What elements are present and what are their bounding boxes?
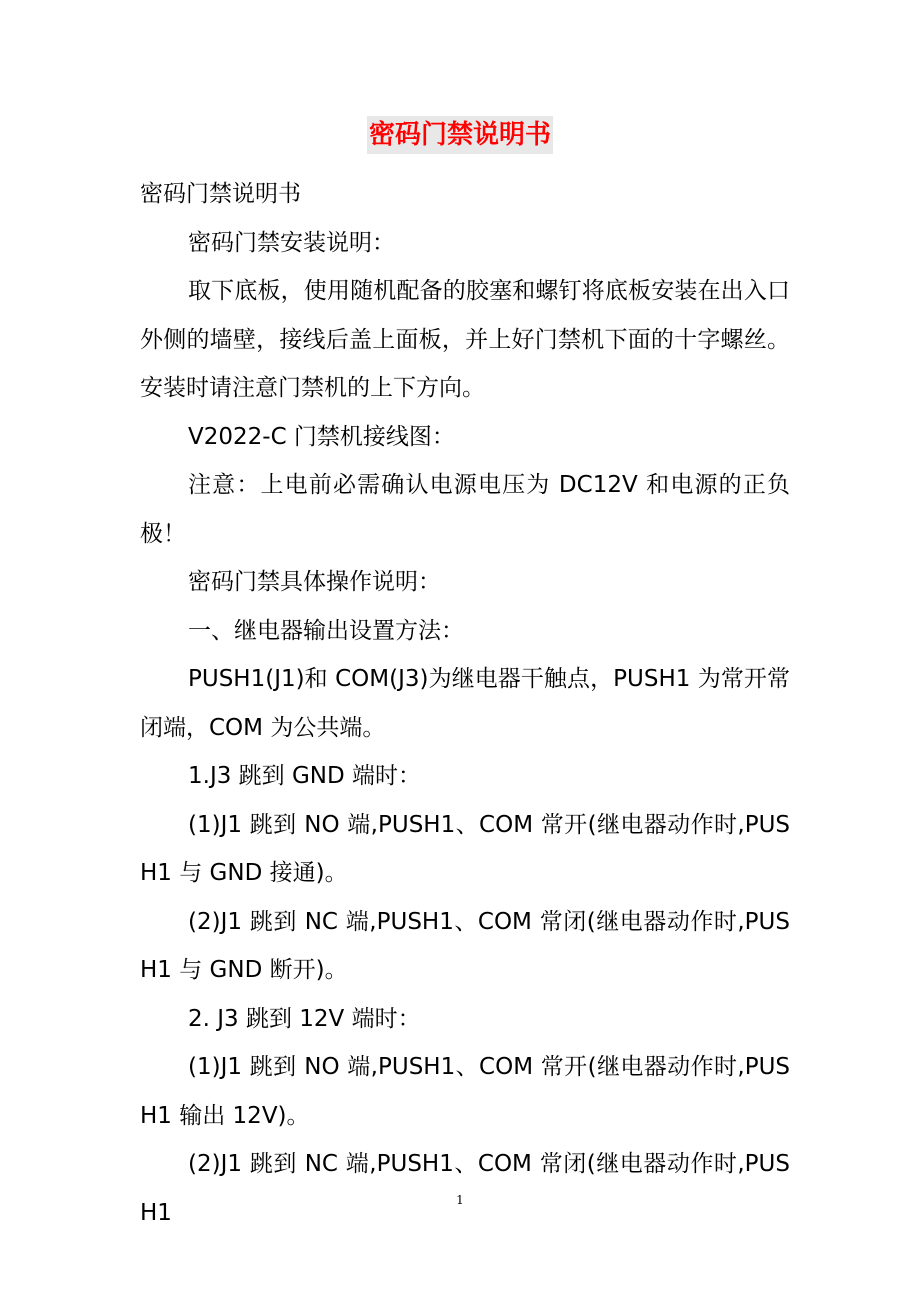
paragraph-j3-gnd-no: (1)J1 跳到 NO 端,PUSH1、COM 常开(继电器动作时,PUSH1 与 GND 接通)。 xyxy=(140,811,790,886)
paragraph-install-instructions: 取下底板，使用随机配备的胶塞和螺钉将底板安装在出入口外侧的墙壁，接线后盖上面板，并上好门禁机下面的十字螺丝。安装时请注意门禁机的上下方向。 xyxy=(140,278,790,401)
paragraph-j3-gnd-nc: (2)J1 跳到 NC 端,PUSH1、COM 常闭(继电器动作时,PUSH1 与 GND 断开)。 xyxy=(140,908,790,983)
paragraph-relay-contacts: PUSH1(J1)和 COM(J3)为继电器干触点，PUSH1 为常开常闭端，COM 为公共端。 xyxy=(140,666,790,741)
paragraph-install-heading: 密码门禁安装说明： xyxy=(188,229,395,256)
page-number: 1 xyxy=(456,1193,464,1207)
document-body xyxy=(140,170,790,1237)
paragraph-operation-heading: 密码门禁具体操作说明： xyxy=(188,569,441,595)
paragraph-relay-heading: 一、继电器输出设置方法： xyxy=(188,617,464,644)
page-title: 密码门禁说明书 xyxy=(367,116,553,154)
paragraph-j3-12v: 2. J3 跳到 12V 端时： xyxy=(188,1005,421,1032)
paragraph-heading: 密码门禁说明书 xyxy=(140,181,301,207)
paragraph-j3-gnd: 1.J3 跳到 GND 端时： xyxy=(188,763,422,789)
paragraph-power-warning: 注意：上电前必需确认电源电压为 DC12V 和电源的正负极！ xyxy=(140,472,790,547)
paragraph-wiring-diagram: V2022-C 门禁机接线图： xyxy=(188,423,455,450)
paragraph-j3-12v-nc: (2)J1 跳到 NC 端,PUSH1、COM 常闭(继电器动作时,PUSH1 xyxy=(140,1151,790,1226)
paragraph-j3-12v-no: (1)J1 跳到 NO 端,PUSH1、COM 常开(继电器动作时,PUSH1 输出 12V)。 xyxy=(140,1054,790,1129)
title-container xyxy=(0,116,920,154)
